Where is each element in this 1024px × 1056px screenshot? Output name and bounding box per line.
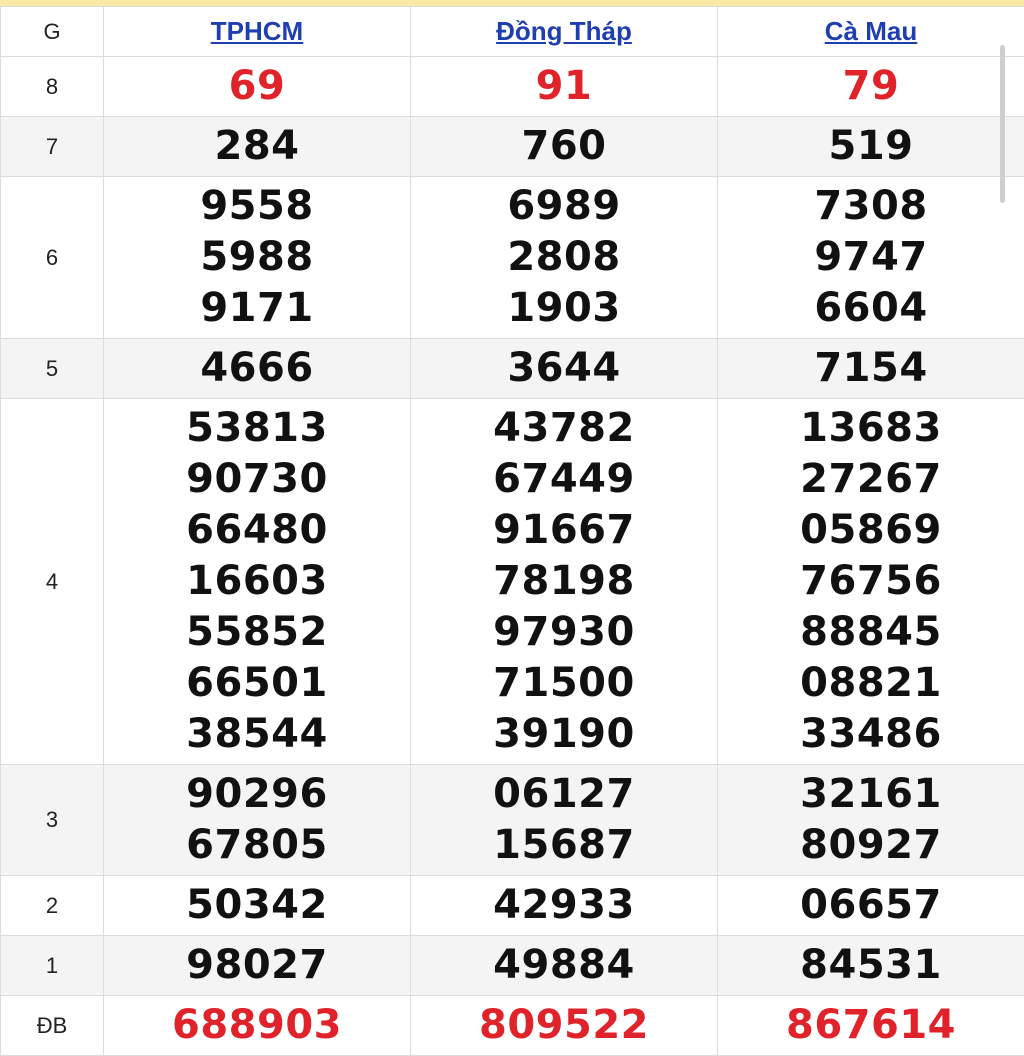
result-number: 27267 bbox=[718, 454, 1024, 505]
province-link-dong-thap[interactable]: Đồng Tháp bbox=[496, 16, 632, 46]
result-number: 76756 bbox=[718, 556, 1024, 607]
result-cell bbox=[104, 876, 411, 936]
result-number: 66480 bbox=[104, 505, 410, 556]
province-header-ca-mau bbox=[718, 7, 1024, 57]
result-number: 13683 bbox=[718, 403, 1024, 454]
result-number: 88845 bbox=[718, 607, 1024, 658]
result-number: 284 bbox=[104, 121, 410, 172]
result-cell bbox=[104, 765, 411, 876]
result-cell bbox=[718, 765, 1024, 876]
result-number: 79 bbox=[718, 61, 1024, 112]
result-number: 67449 bbox=[411, 454, 717, 505]
special-prize-number: 688903 bbox=[104, 1000, 410, 1051]
prize-row-1 bbox=[1, 936, 1024, 996]
result-number: 7154 bbox=[718, 343, 1024, 394]
result-number: 71500 bbox=[411, 658, 717, 709]
result-cell bbox=[718, 339, 1024, 399]
result-number: 50342 bbox=[104, 880, 410, 931]
result-cell bbox=[718, 117, 1024, 177]
result-number: 1903 bbox=[411, 283, 717, 334]
result-number: 42933 bbox=[411, 880, 717, 931]
prize-row-6 bbox=[1, 177, 1024, 339]
result-number: 9171 bbox=[104, 283, 410, 334]
result-number: 08821 bbox=[718, 658, 1024, 709]
result-cell bbox=[104, 996, 411, 1056]
result-number: 90730 bbox=[104, 454, 410, 505]
special-prize-number: 809522 bbox=[411, 1000, 717, 1051]
result-cell bbox=[718, 57, 1024, 117]
scrollbar[interactable] bbox=[1000, 45, 1005, 203]
result-number: 05869 bbox=[718, 505, 1024, 556]
result-cell bbox=[104, 399, 411, 765]
result-number: 32161 bbox=[718, 769, 1024, 820]
result-number: 78198 bbox=[411, 556, 717, 607]
prize-row-2 bbox=[1, 876, 1024, 936]
result-number: 80927 bbox=[718, 820, 1024, 871]
province-link-ca-mau[interactable]: Cà Mau bbox=[825, 16, 917, 46]
prize-label-cell: 1 bbox=[1, 936, 104, 996]
result-number: 15687 bbox=[411, 820, 717, 871]
province-link-tphcm[interactable]: TPHCM bbox=[211, 16, 303, 46]
result-number: 38544 bbox=[104, 709, 410, 760]
result-number: 6989 bbox=[411, 181, 717, 232]
result-number: 49884 bbox=[411, 940, 717, 991]
result-cell bbox=[411, 876, 718, 936]
result-number: 9747 bbox=[718, 232, 1024, 283]
result-number: 53813 bbox=[104, 403, 410, 454]
province-header-dong-thap bbox=[411, 7, 718, 57]
result-cell bbox=[718, 876, 1024, 936]
result-cell bbox=[104, 936, 411, 996]
prize-label-cell: ĐB bbox=[1, 996, 104, 1056]
prize-label-cell: 8 bbox=[1, 57, 104, 117]
result-number: 43782 bbox=[411, 403, 717, 454]
prize-label-cell: 6 bbox=[1, 177, 104, 339]
prize-row-3 bbox=[1, 765, 1024, 876]
result-number: 39190 bbox=[411, 709, 717, 760]
result-number: 3644 bbox=[411, 343, 717, 394]
result-number: 519 bbox=[718, 121, 1024, 172]
result-number: 91667 bbox=[411, 505, 717, 556]
result-number: 90296 bbox=[104, 769, 410, 820]
prize-label-cell: 4 bbox=[1, 399, 104, 765]
province-header-tphcm bbox=[104, 7, 411, 57]
result-number: 2808 bbox=[411, 232, 717, 283]
prize-row-8 bbox=[1, 57, 1024, 117]
result-number: 69 bbox=[104, 61, 410, 112]
result-number: 84531 bbox=[718, 940, 1024, 991]
result-number: 4666 bbox=[104, 343, 410, 394]
result-number: 7308 bbox=[718, 181, 1024, 232]
result-cell bbox=[104, 117, 411, 177]
result-number: 06657 bbox=[718, 880, 1024, 931]
result-number: 66501 bbox=[104, 658, 410, 709]
result-cell bbox=[411, 117, 718, 177]
result-cell bbox=[411, 936, 718, 996]
result-cell bbox=[718, 399, 1024, 765]
prize-row-7 bbox=[1, 117, 1024, 177]
header-row bbox=[1, 7, 1024, 57]
lottery-results-table bbox=[0, 6, 1024, 1056]
prize-label-cell: 5 bbox=[1, 339, 104, 399]
result-number: 9558 bbox=[104, 181, 410, 232]
result-cell bbox=[411, 765, 718, 876]
result-number: 55852 bbox=[104, 607, 410, 658]
result-cell bbox=[411, 996, 718, 1056]
result-cell bbox=[718, 996, 1024, 1056]
result-number: 98027 bbox=[104, 940, 410, 991]
result-cell bbox=[411, 57, 718, 117]
result-cell bbox=[104, 177, 411, 339]
special-prize-number: 867614 bbox=[718, 1000, 1024, 1051]
result-cell bbox=[411, 399, 718, 765]
result-number: 760 bbox=[411, 121, 717, 172]
result-cell bbox=[718, 177, 1024, 339]
result-number: 6604 bbox=[718, 283, 1024, 334]
result-number: 16603 bbox=[104, 556, 410, 607]
result-number: 33486 bbox=[718, 709, 1024, 760]
prize-row-5 bbox=[1, 339, 1024, 399]
result-number: 5988 bbox=[104, 232, 410, 283]
prize-label-cell: 3 bbox=[1, 765, 104, 876]
result-number: 06127 bbox=[411, 769, 717, 820]
prize-column-header: G bbox=[1, 7, 104, 57]
result-number: 67805 bbox=[104, 820, 410, 871]
prize-row-special bbox=[1, 996, 1024, 1056]
prize-row-4 bbox=[1, 399, 1024, 765]
result-cell bbox=[411, 177, 718, 339]
result-cell bbox=[104, 57, 411, 117]
result-number: 97930 bbox=[411, 607, 717, 658]
result-number: 91 bbox=[411, 61, 717, 112]
result-cell bbox=[104, 339, 411, 399]
result-cell bbox=[411, 339, 718, 399]
result-cell bbox=[718, 936, 1024, 996]
prize-label-cell: 7 bbox=[1, 117, 104, 177]
prize-label-cell: 2 bbox=[1, 876, 104, 936]
